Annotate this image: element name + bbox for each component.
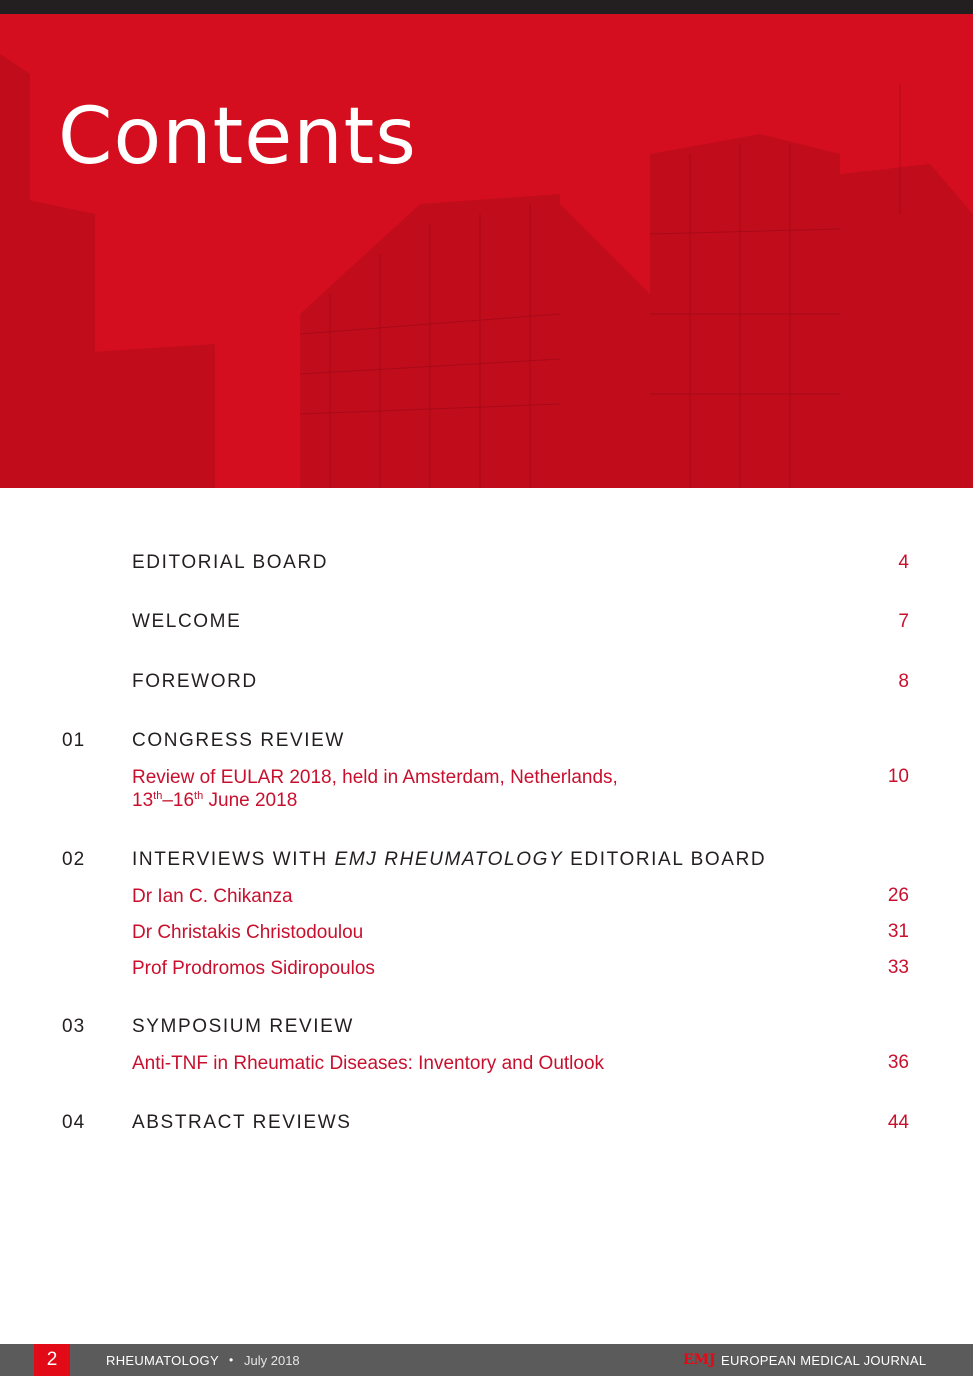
toc-page-number: 4 (898, 552, 909, 573)
footer-page-number: 2 (34, 1344, 70, 1376)
date-start: 13 (132, 790, 154, 811)
toc-entry-line1: Review of EULAR 2018, held in Amsterdam, Netherlands, (132, 767, 618, 788)
page-footer (0, 1344, 973, 1376)
top-bar (0, 0, 973, 14)
heading-post: EDITORIAL BOARD (563, 849, 767, 870)
toc-entry-label: Prof Prodromos Sidiropoulos (132, 958, 375, 979)
date-dash: – (162, 790, 173, 811)
heading-journal-name: EMJ RHEUMATOLOGY (334, 849, 564, 870)
section-number: 02 (62, 849, 86, 870)
section-number: 01 (62, 730, 86, 751)
footer-separator: • (229, 1353, 234, 1367)
toc-entry-label: FOREWORD (132, 671, 258, 692)
toc-page-number: 7 (898, 611, 909, 632)
toc-page-number: 26 (887, 885, 909, 906)
section-heading (132, 849, 766, 871)
hero-banner (0, 14, 973, 488)
section-heading: SYMPOSIUM REVIEW (132, 1016, 354, 1037)
toc-page-number: 44 (887, 1112, 909, 1133)
toc-page-number: 10 (887, 766, 909, 787)
emj-logo: EMJ (683, 1352, 716, 1368)
toc-entry-label: WELCOME (132, 611, 242, 632)
toc-entry-label: EDITORIAL BOARD (132, 552, 329, 573)
footer-publisher: EUROPEAN MEDICAL JOURNAL (721, 1353, 927, 1368)
section-heading: CONGRESS REVIEW (132, 730, 345, 751)
toc-entry-label: Dr Ian C. Chikanza (132, 886, 293, 907)
toc-entry-label (132, 766, 618, 812)
toc-entry-label: Anti-TNF in Rheumatic Diseases: Inventory and Outlook (132, 1053, 605, 1074)
heading-pre: INTERVIEWS WITH (132, 849, 335, 870)
date-end: 16 (172, 790, 195, 811)
section-number: 03 (62, 1016, 86, 1037)
footer-journal-name: RHEUMATOLOGY (106, 1353, 219, 1368)
ordinal-suffix: th (153, 790, 163, 802)
footer-date: July 2018 (244, 1353, 300, 1368)
page-title: Contents (58, 92, 417, 182)
toc-page-number: 8 (898, 671, 909, 692)
building-photo-overlay (0, 14, 973, 488)
section-heading: ABSTRACT REVIEWS (132, 1112, 352, 1133)
toc-page-number: 31 (887, 921, 909, 942)
ordinal-suffix: th (194, 790, 204, 802)
date-rest: June 2018 (203, 790, 298, 811)
toc-page-number: 36 (887, 1052, 909, 1073)
toc-page-number: 33 (887, 957, 909, 978)
section-number: 04 (62, 1112, 86, 1133)
toc-entry-label: Dr Christakis Christodoulou (132, 922, 364, 943)
